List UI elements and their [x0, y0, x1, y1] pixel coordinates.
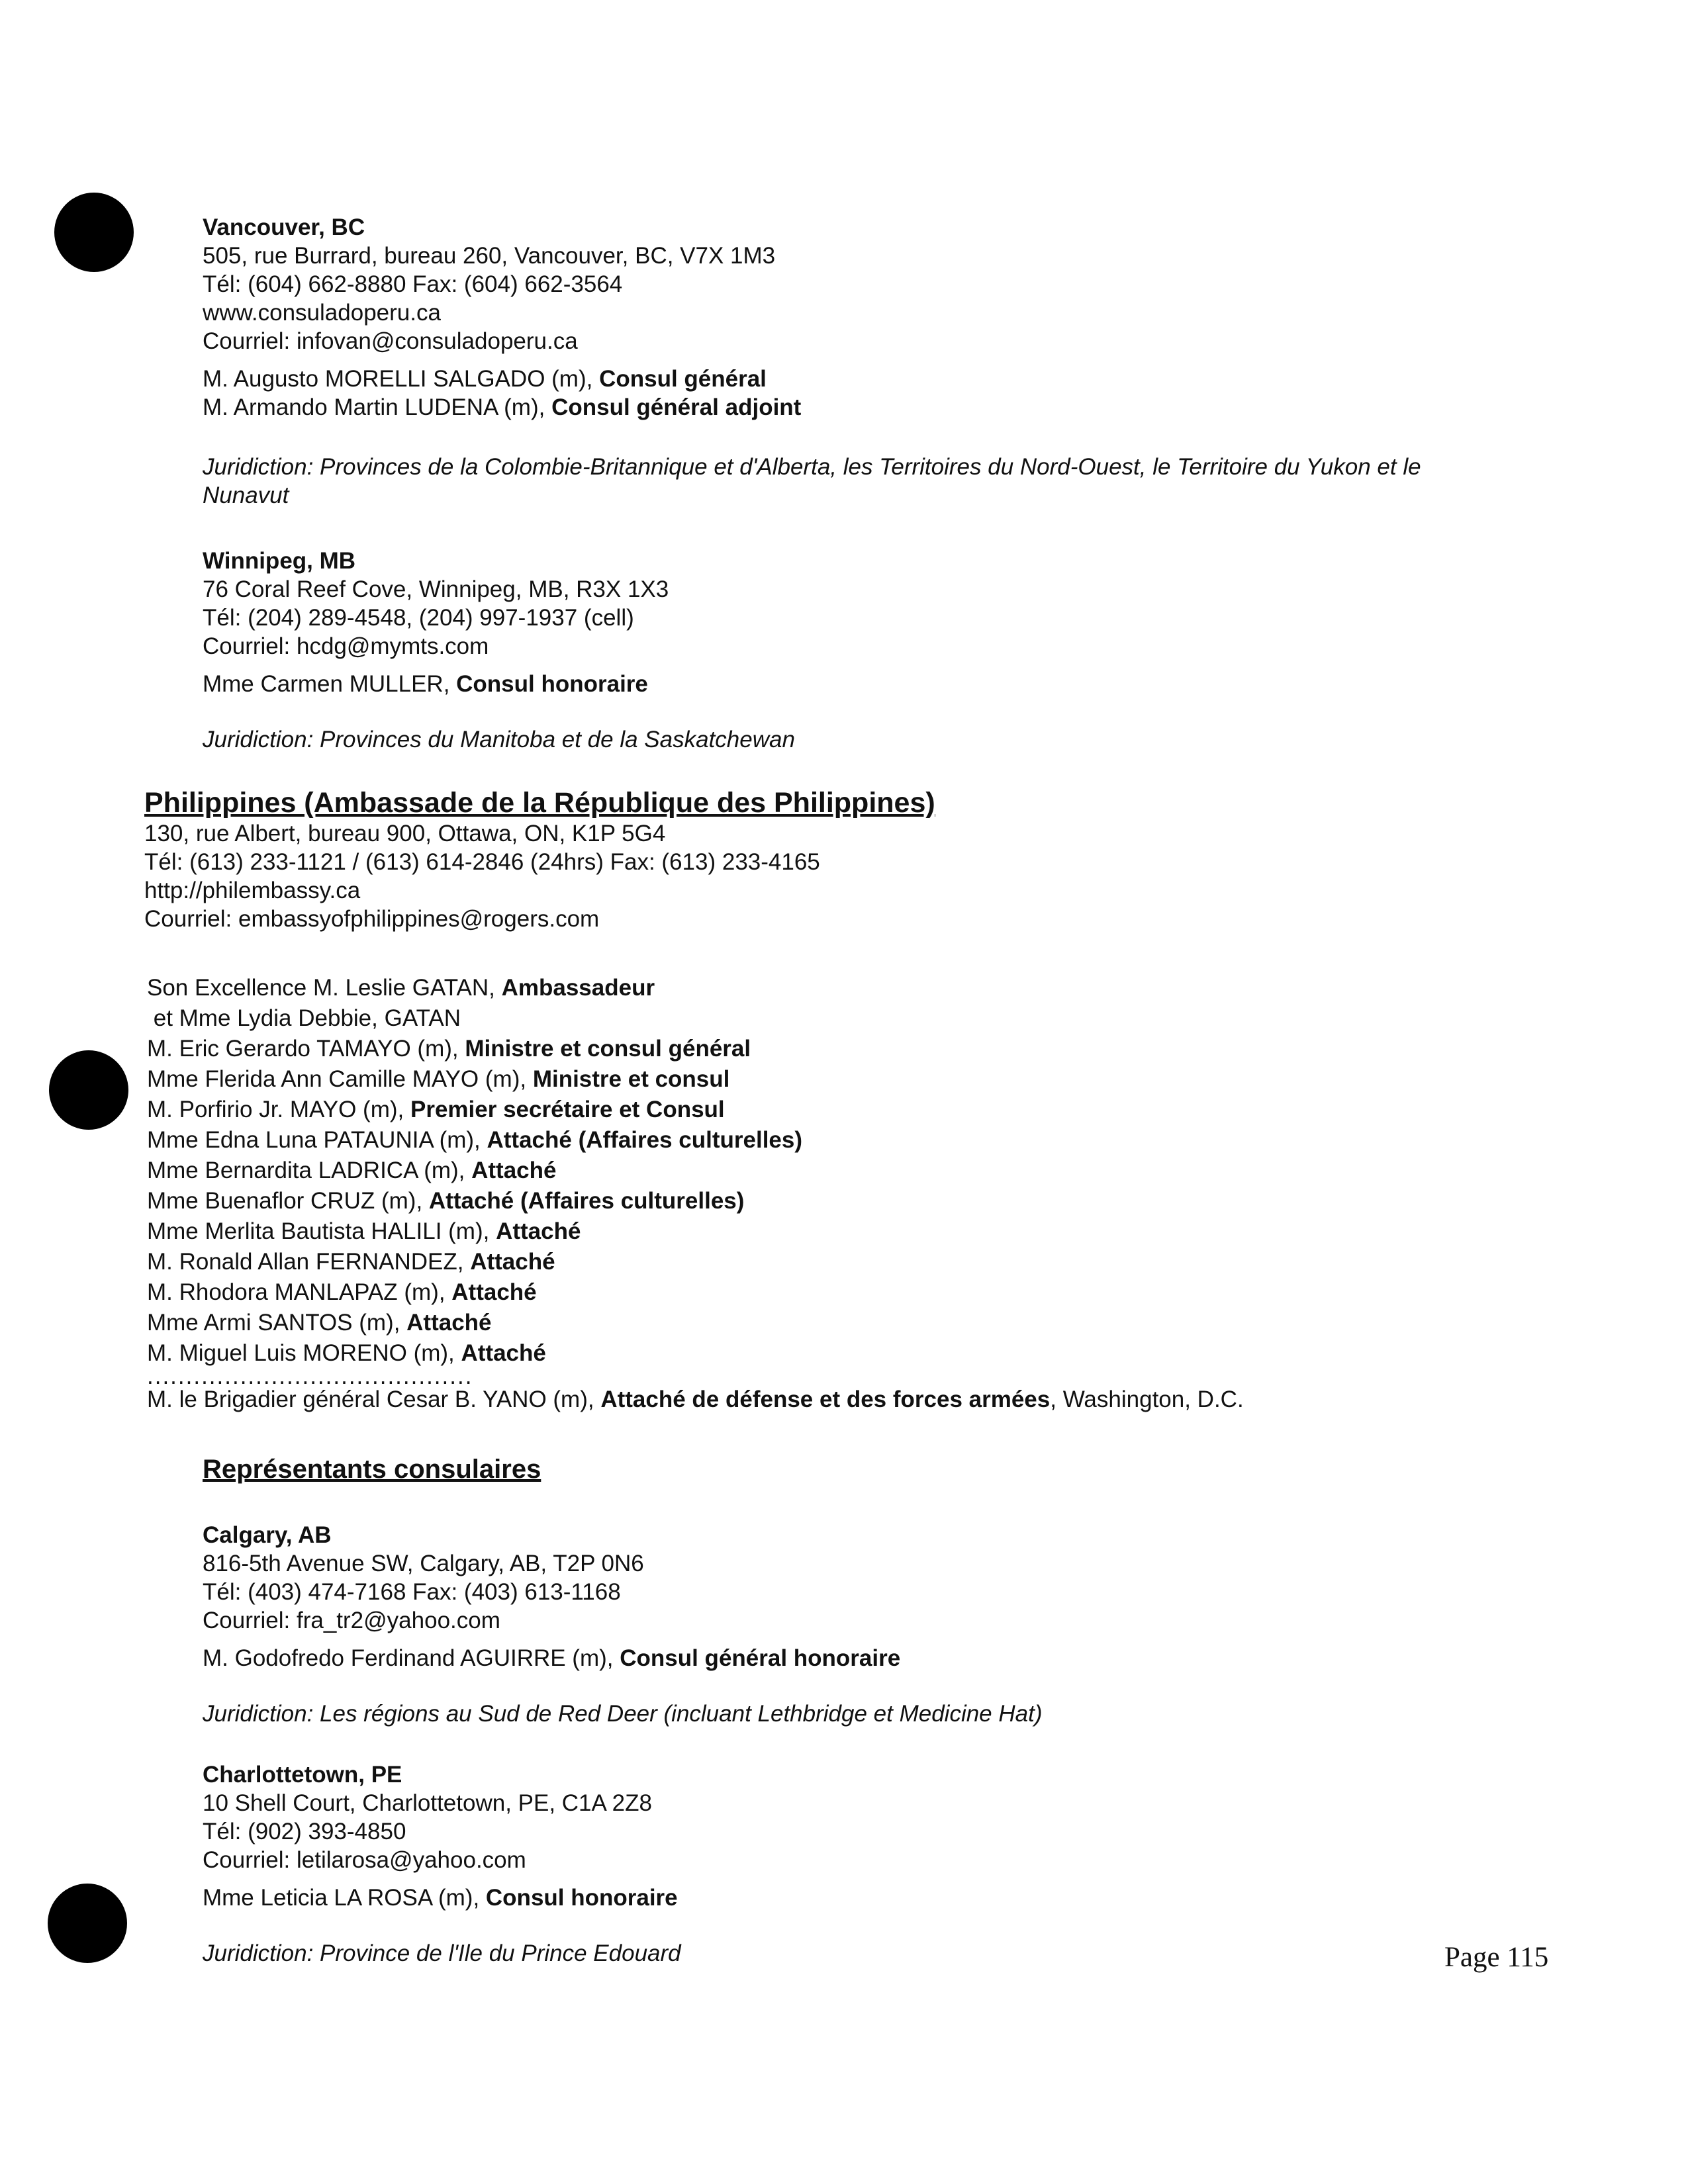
staff-title: Ministre et consul général	[465, 1036, 751, 1062]
staff-title: Attaché	[470, 1249, 555, 1275]
staff-name: Mme Edna Luna PATAUNIA (m),	[147, 1127, 487, 1153]
consular-section	[203, 1453, 541, 1485]
embassy-email: Courriel: embassyofphilippines@rogers.com	[144, 906, 600, 932]
country-heading: Philippines (Ambassade de la République des Philippines)	[144, 787, 935, 819]
vancouver-jurisdiction	[203, 453, 1421, 510]
staff-name: M. Ronald Allan FERNANDEZ,	[147, 1249, 471, 1275]
staff-entry	[147, 1156, 1244, 1186]
staff-entry	[147, 1308, 1244, 1338]
staff-title: Attaché	[461, 1340, 546, 1366]
staff-title: Attaché	[496, 1218, 581, 1244]
staff-entry	[203, 393, 801, 422]
embassy-address: 130, rue Albert, bureau 900, Ottawa, ON, K1P 5G4	[144, 821, 666, 846]
staff-title: Attaché	[406, 1310, 492, 1336]
calgary-consulate	[203, 1521, 900, 1672]
calgary-jurisdiction: Juridiction: Les régions au Sud de Red Deer (incluant Lethbridge et Medicine Hat)	[203, 1701, 1043, 1727]
winnipeg-phone: Tél: (204) 289-4548, (204) 997-1937 (cell)	[203, 605, 634, 631]
staff-name: M. Godofredo Ferdinand AGUIRRE (m),	[203, 1645, 620, 1671]
staff-name: M. Rhodora MANLAPAZ (m),	[147, 1279, 452, 1305]
staff-name: Mme Bernardita LADRICA (m),	[147, 1158, 472, 1183]
staff-title: Consul général	[599, 366, 767, 392]
winnipeg-city: Winnipeg, MB	[203, 548, 356, 574]
vancouver-jurisdiction-line-1: Juridiction: Provinces de la Colombie-Britannique et d'Alberta, les Territoires du Nord-Ouest, le Territoire du Yukon et le	[203, 454, 1421, 480]
staff-name: M. Porfirio Jr. MAYO (m),	[147, 1097, 410, 1122]
page-number: Page 115	[1444, 1942, 1549, 1973]
calgary-staff	[203, 1644, 900, 1672]
staff-name: M. Eric Gerardo TAMAYO (m),	[147, 1036, 465, 1062]
vancouver-email: Courriel: infovan@consuladoperu.ca	[203, 328, 578, 354]
separator-dots: ..........................................	[147, 1363, 473, 1389]
staff-entry	[147, 1095, 1244, 1125]
charlottetown-email: Courriel: letilarosa@yahoo.com	[203, 1847, 526, 1873]
staff-name: M. Augusto MORELLI SALGADO (m),	[203, 366, 600, 392]
staff-name: Mme Flerida Ann Camille MAYO (m),	[147, 1066, 533, 1092]
punch-hole-bottom	[48, 1884, 127, 1963]
punch-hole-top	[54, 193, 134, 272]
embassy-phone: Tél: (613) 233-1121 / (613) 614-2846 (24hrs) Fax: (613) 233-4165	[144, 849, 820, 875]
charlottetown-address: 10 Shell Court, Charlottetown, PE, C1A 2Z8	[203, 1790, 652, 1816]
staff-entry	[203, 670, 669, 698]
staff-entry	[147, 1034, 1244, 1064]
charlottetown-jurisdiction: Juridiction: Province de l'Ile du Prince Edouard	[203, 1940, 681, 1966]
staff-title: Consul honoraire	[485, 1885, 678, 1911]
calgary-address: 816-5th Avenue SW, Calgary, AB, T2P 0N6	[203, 1551, 644, 1576]
consular-heading: Représentants consulaires	[203, 1455, 541, 1484]
charlottetown-phone: Tél: (902) 393-4850	[203, 1819, 406, 1844]
charlottetown-city: Charlottetown, PE	[203, 1762, 402, 1788]
staff-title: Attaché	[451, 1279, 537, 1305]
calgary-city: Calgary, AB	[203, 1522, 332, 1548]
staff-name: Mme Leticia LA ROSA (m),	[203, 1885, 486, 1911]
ambassador-entry	[147, 973, 1244, 1003]
vancouver-website: www.consuladoperu.ca	[203, 300, 441, 326]
embassy-website: http://philembassy.ca	[144, 878, 361, 903]
vancouver-address: 505, rue Burrard, bureau 260, Vancouver, BC, V7X 1M3	[203, 243, 776, 269]
staff-entry	[203, 1644, 900, 1672]
winnipeg-jurisdiction: Juridiction: Provinces du Manitoba et de la Saskatchewan	[203, 727, 795, 752]
staff-title: Ministre et consul	[532, 1066, 730, 1092]
staff-name: M. Armando Martin LUDENA (m),	[203, 394, 552, 420]
winnipeg-staff	[203, 670, 669, 698]
vancouver-city: Vancouver, BC	[203, 214, 365, 240]
vancouver-consulate	[203, 213, 801, 422]
staff-location: , Washington, D.C.	[1050, 1387, 1244, 1412]
staff-name: Mme Buenaflor CRUZ (m),	[147, 1188, 429, 1214]
charlottetown-consulate	[203, 1760, 678, 1912]
staff-entry	[147, 1216, 1244, 1247]
staff-name: Son Excellence M. Leslie GATAN,	[147, 975, 502, 1001]
philippines-embassy	[144, 786, 935, 933]
staff-entry	[147, 1277, 1244, 1308]
staff-entry	[147, 1125, 1244, 1156]
punch-hole-middle	[49, 1050, 128, 1130]
staff-title: Ambassadeur	[501, 975, 655, 1001]
calgary-phone: Tél: (403) 474-7168 Fax: (403) 613-1168	[203, 1579, 621, 1605]
winnipeg-email: Courriel: hcdg@mymts.com	[203, 633, 489, 659]
vancouver-phone: Tél: (604) 662-8880 Fax: (604) 662-3564	[203, 271, 623, 297]
staff-title: Attaché de défense et des forces armées	[600, 1387, 1051, 1412]
staff-name: M. Miguel Luis MORENO (m),	[147, 1340, 461, 1366]
staff-entry	[147, 1064, 1244, 1095]
staff-title: Consul honoraire	[456, 671, 648, 697]
staff-name: M. le Brigadier général Cesar B. YANO (m),	[147, 1387, 601, 1412]
staff-title: Attaché (Affaires culturelles)	[428, 1188, 745, 1214]
staff-name: Mme Armi SANTOS (m),	[147, 1310, 407, 1336]
staff-name: Mme Carmen MULLER,	[203, 671, 457, 697]
vancouver-jurisdiction-line-2: Nunavut	[203, 482, 289, 508]
staff-entry	[147, 1186, 1244, 1216]
ambassador-spouse: et Mme Lydia Debbie, GATAN	[147, 1005, 461, 1031]
staff-entry	[203, 365, 801, 393]
calgary-email: Courriel: fra_tr2@yahoo.com	[203, 1608, 500, 1633]
winnipeg-address: 76 Coral Reef Cove, Winnipeg, MB, R3X 1X3	[203, 576, 669, 602]
staff-title: Consul général honoraire	[620, 1645, 901, 1671]
winnipeg-consulate	[203, 547, 669, 698]
staff-name: Mme Merlita Bautista HALILI (m),	[147, 1218, 496, 1244]
staff-entry	[147, 1247, 1244, 1277]
staff-entry	[203, 1884, 678, 1912]
staff-title: Attaché	[471, 1158, 557, 1183]
defense-attache-entry	[147, 1385, 1244, 1415]
staff-title: Attaché (Affaires culturelles)	[487, 1127, 803, 1153]
embassy-staff	[147, 973, 1244, 1415]
staff-title: Consul général adjoint	[551, 394, 802, 420]
charlottetown-staff	[203, 1884, 678, 1912]
staff-title: Premier secrétaire et Consul	[410, 1097, 725, 1122]
vancouver-staff	[203, 365, 801, 422]
